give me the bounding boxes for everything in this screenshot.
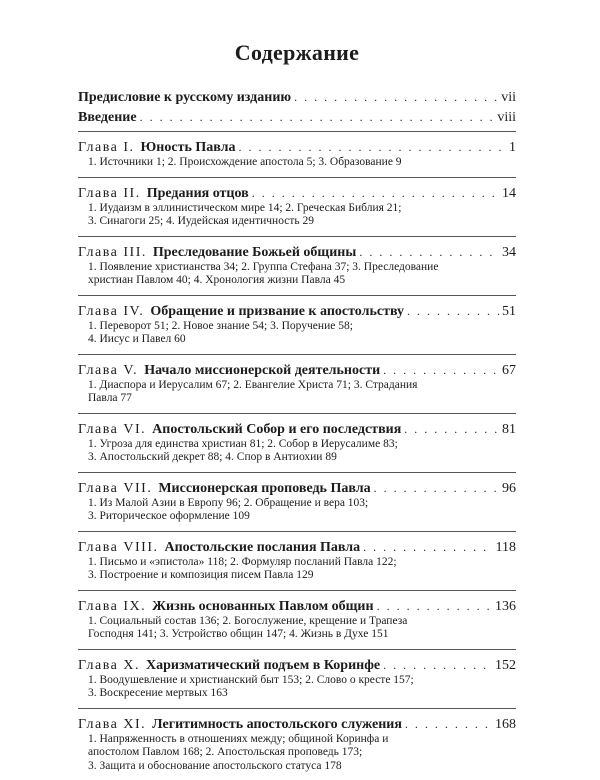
dot-leader [405,715,492,733]
front-entry-page: viii [497,110,516,125]
section-line: 3. Синагоги 25; 4. Иудейская идентичность 29 [88,215,314,227]
chapter-title: Предания отцов [146,185,249,201]
chapter-entry [78,184,516,229]
chapter-label: Глава VI. [78,421,147,437]
dot-leader [140,107,495,127]
chapter-title: Апостольский Собор и его последствия [152,421,402,437]
section-line: 3. Риторическое оформление 109 [88,510,250,522]
divider [78,472,516,473]
chapter-page: 168 [495,716,516,732]
divider [78,649,516,650]
section-line: 1. Угроза для единства христиан 81; 2. Собор в Иерусалиме 83; [88,437,398,450]
section-line: 1. Письмо и «эпистола» 118; 2. Формуляр посланий Павла 122; [88,555,397,568]
section-line: 1. Воодушевление и христианский быт 153; 2. Слово о кресте 157; [88,673,414,686]
dot-leader [252,184,499,202]
chapter-title: Легитимность апостольского служения [152,716,402,732]
divider [78,590,516,591]
chapter-entry [78,243,516,288]
chapter-title: Миссионерская проповедь Павла [158,480,371,496]
front-entry [78,107,516,127]
dot-leader [374,479,499,497]
chapter-page: 14 [502,185,516,201]
chapter-title: Обращение и призвание к апостольству [150,303,405,319]
divider [78,177,516,178]
dot-leader [383,656,492,674]
chapter-page: 118 [495,539,516,555]
dot-leader [294,87,498,107]
section-line: 3. Построение и композиция писем Павла 129 [88,569,314,581]
chapter-sections [78,320,516,347]
section-line: апостолом Павлом 168; 2. Апостольская проповедь 173; [88,746,363,758]
chapter-entry [78,479,516,524]
chapter-entry [78,361,516,406]
chapter-heading [78,479,516,497]
chapter-heading [78,420,516,438]
chapter-title: Харизматический подъем в Коринфе [146,657,381,673]
section-line: 1. Источники 1; 2. Происхождение апостола 5; 3. Образование 9 [88,156,402,168]
chapter-page: 34 [502,244,516,260]
chapter-sections [78,733,516,774]
divider [78,295,516,296]
page-title: Содержание [234,40,360,65]
chapter-entry [78,138,516,170]
chapter-label: Глава II. [78,185,141,201]
section-line: 4. Иисус и Павел 60 [88,333,186,345]
divider [78,131,516,132]
chapter-title: Начало миссионерской деятельности [144,362,381,378]
chapter-page: 51 [502,303,516,319]
front-entry-title: Предисловие к русскому изданию [78,90,292,105]
chapter-heading [78,243,516,261]
chapter-sections [78,156,516,170]
chapter-label: Глава III. [78,244,147,260]
chapter-heading [78,597,516,615]
section-line: 3. Воскресение мертвых 163 [88,687,228,699]
section-line: 1. Переворот 51; 2. Новое знание 54; 3. Поручение 58; [88,319,353,332]
chapter-title: Жизнь основанных Павлом общин [152,598,374,614]
chapter-page: 67 [502,362,516,378]
chapter-sections [78,556,516,583]
chapter-entry [78,538,516,583]
chapter-page: 81 [502,421,516,437]
chapter-entry [78,715,516,774]
section-line: 1. Напряженность в отношениях между; общиной Коринфа и [88,732,389,745]
chapter-heading [78,302,516,320]
chapter-label: Глава IV. [78,303,145,319]
section-line: 3. Защита и обоснование апостольского статуса 178 [88,759,342,772]
section-line: 1. Иудаизм в эллинистическом мире 14; 2. Греческая Библия 21; [88,201,402,214]
chapter-heading [78,538,516,556]
chapter-sections [78,497,516,524]
front-entry [78,87,516,107]
section-line: 3. Апостольский декрет 88; 4. Спор в Антиохии 89 [88,451,337,463]
divider [78,531,516,532]
front-entry-title: Введение [78,110,137,125]
dot-leader [359,243,499,261]
chapter-entry [78,302,516,347]
section-line: Павла 77 [88,392,132,404]
divider [78,354,516,355]
chapter-sections [78,379,516,406]
chapter-heading [78,361,516,379]
chapter-label: Глава X. [78,657,140,673]
front-entry-page: vii [501,90,516,105]
dot-leader [407,302,499,320]
chapter-title: Юность Павла [140,140,236,155]
chapter-entry [78,420,516,465]
chapter-label: Глава I. [78,140,135,155]
chapter-label: Глава VII. [78,480,153,496]
section-line: 1. Появление христианства 34; 2. Группа Стефана 37; 3. Преследование [88,260,439,273]
chapter-sections [78,202,516,229]
dot-leader [239,138,507,156]
chapter-title: Преследование Божьей общины [152,244,357,260]
chapter-sections [78,615,516,642]
divider [78,413,516,414]
divider [78,708,516,709]
divider [78,236,516,237]
chapter-page: 1 [509,140,516,155]
chapter-title: Апостольские послания Павла [164,539,361,555]
chapter-heading [78,184,516,202]
chapter-label: Глава IX. [78,598,147,614]
dot-leader [377,597,492,615]
chapter-sections [78,438,516,465]
chapter-page: 136 [495,598,516,614]
chapter-entry [78,597,516,642]
chapter-sections [78,674,516,701]
section-line: Господня 141; 3. Устройство общин 147; 4. Жизнь в Духе 151 [88,628,389,640]
chapter-heading [78,138,516,156]
section-line: христиан Павлом 40; 4. Хронология жизни Павла 45 [88,274,346,286]
chapter-page: 152 [495,657,516,673]
section-line: 1. Диаспора и Иерусалим 67; 2. Евангелие Христа 71; 3. Страдания [88,378,418,391]
chapter-sections [78,261,516,288]
contents-page [78,40,516,780]
dot-leader [383,361,499,379]
dot-leader [363,538,492,556]
chapter-label: Глава VIII. [78,539,159,555]
section-line: 1. Из Малой Азии в Европу 96; 2. Обращение и вера 103; [88,496,369,509]
section-line: 1. Социальный состав 136; 2. Богослужение, крещение и Трапеза [88,614,408,627]
chapter-label: Глава V. [78,362,139,378]
chapter-label: Глава XI. [78,716,147,732]
chapter-heading [78,715,516,733]
dot-leader [404,420,499,438]
chapter-page: 96 [502,480,516,496]
chapter-entry [78,656,516,701]
chapter-heading [78,656,516,674]
